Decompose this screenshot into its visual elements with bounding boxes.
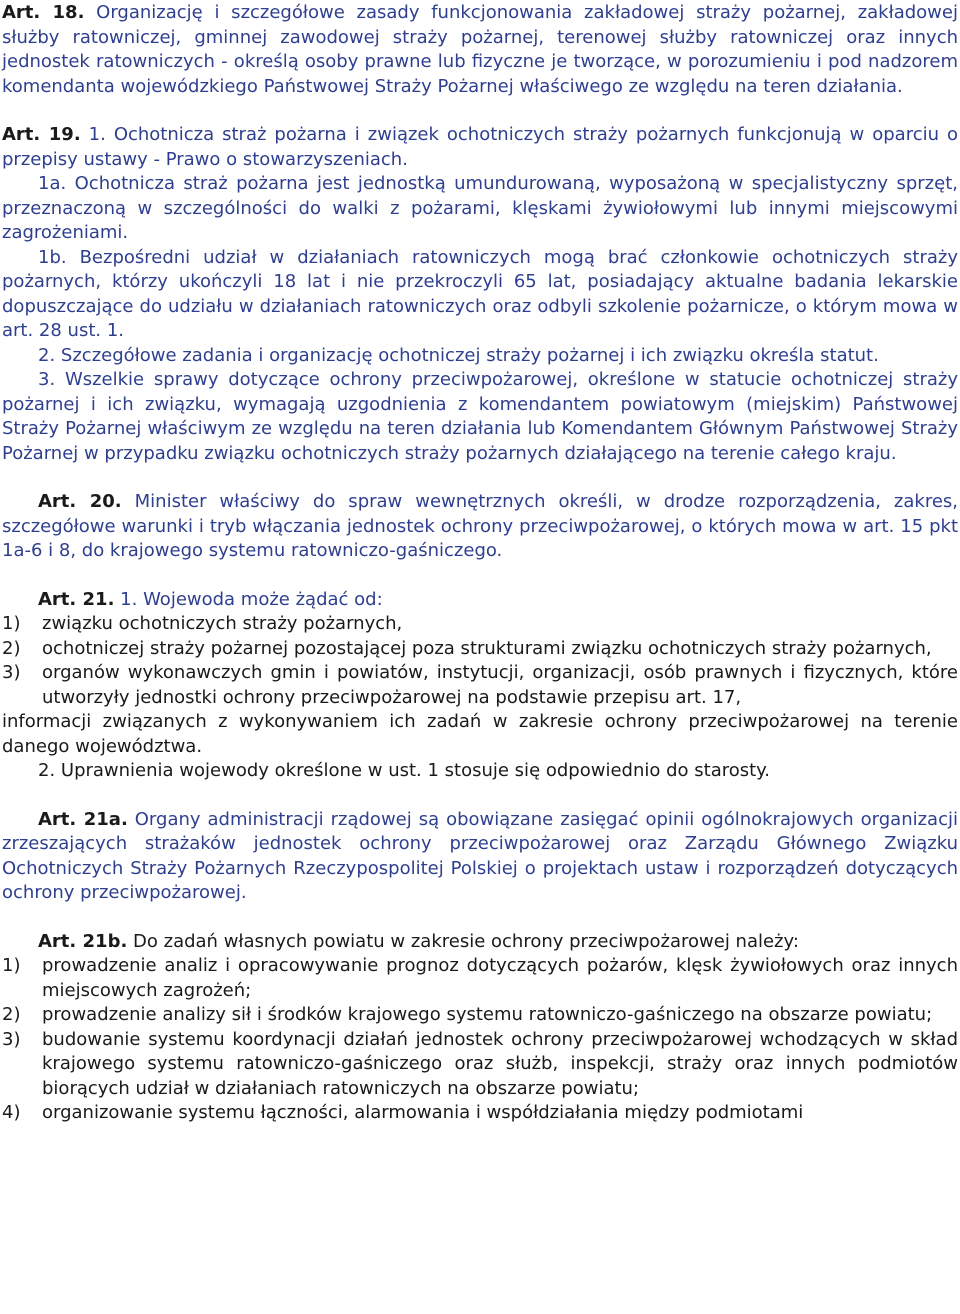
paragraph-text: Ochotnicza straż pożarna jest jednostką umundurowaną, wyposażoną w specjalistyczny sprzęt, przeznaczoną w szczególności do walki z pożarami, klęskami żywiołowymi lub innymi miejscowymi zagrożeniami. xyxy=(2,173,958,243)
paragraph-number: 3. xyxy=(38,369,56,390)
art19-paragraph-1 xyxy=(2,123,958,172)
list-item-text: związku ochotniczych straży pożarnych, xyxy=(42,613,403,634)
art19-paragraph-1a xyxy=(2,172,958,246)
art21b-paragraph xyxy=(2,930,958,955)
paragraph-text: Wojewoda może żądać od: xyxy=(143,588,383,610)
list-item-number: 2) xyxy=(2,1004,21,1025)
list-item-number: 3) xyxy=(2,662,21,683)
article-text: Organizację i szczegółowe zasady funkcjonowania zakładowej straży pożarnej, zakładowej służby ratowniczej, gminnej zawodowej straży pożarnej, terenowej służby ratowniczej oraz innych jednostek ratowniczych - określą osoby prawne lub fizyczne je tworzące, w porozumieniu i pod nadzorem komendanta wojewódzkiego Państwowej Straży Pożarnej właściwego ze względu na teren działania. xyxy=(2,2,958,97)
art21a-paragraph xyxy=(2,808,958,906)
list-item xyxy=(2,1028,958,1102)
article-text: Minister właściwy do spraw wewnętrznych określi, w drodze rozporządzenia, zakres, szczegółowe warunki i tryb włączania jednostek ochrony przeciwpożarowej, o których mowa w art. 15 pkt 1a-6 i 8, do krajowego systemu ratowniczo-gaśniczego. xyxy=(2,491,959,561)
list-item-text: budowanie systemu koordynacji działań jednostek ochrony przeciwpożarowej wchodzących w skład krajowego systemu ratowniczo-gaśniczego oraz służb, inspekcji, straży oraz innych podmiotów biorących udział w działaniach ratowniczych na obszarze powiatu; xyxy=(42,1028,958,1099)
paragraph-number: 1. xyxy=(88,124,106,145)
art18-paragraph xyxy=(2,1,958,99)
list-item xyxy=(2,1003,958,1028)
paragraph-number: 2. xyxy=(38,344,56,366)
list-item-text: prowadzenie analizy sił i środków krajowego systemu ratowniczo-gaśniczego na obszarze powiatu; xyxy=(42,1004,933,1025)
paragraph-text: Ochotnicza straż pożarna i związek ochotniczych straży pożarnych funkcjonują w oparciu o przepisy ustawy - Prawo o stowarzyszeniach. xyxy=(2,124,958,170)
list-item-number: 1) xyxy=(2,955,21,976)
art21-paragraph-2 xyxy=(2,759,958,784)
paragraph-text: 2. Uprawnienia wojewody określone w ust. 1 stosuje się odpowiednio do starosty. xyxy=(38,760,770,781)
list-item-text: ochotniczej straży pożarnej pozostającej poza strukturami związku ochotniczych straży pożarnych, xyxy=(42,637,932,659)
article-label: Art. 19. xyxy=(2,124,81,145)
list-item xyxy=(2,1101,958,1126)
paragraph-text: Wszelkie sprawy dotyczące ochrony przeciwpożarowej, określone w statucie ochotniczej straży pożarnej i ich związku, wymagają uzgodnienia z komendantem powiatowym (miejskim) Państwowej Straży Pożarnej właściwym ze względu na teren działania lub Komendantem Głównym Państwowej Straży Pożarnej w przypadku związku ochotniczych straży pożarnych działającego na terenie całego kraju. xyxy=(2,369,958,464)
article-text: Do zadań własnych powiatu w zakresie ochrony przeciwpożarowej należy: xyxy=(133,930,799,952)
article-label: Art. 18. xyxy=(2,2,85,23)
list-item-number: 2) xyxy=(2,637,21,659)
art20-paragraph xyxy=(2,490,958,564)
list-item xyxy=(2,661,958,710)
art19-paragraph-3 xyxy=(2,368,958,466)
paragraph-text: Szczegółowe zadania i organizację ochotniczej straży pożarnej i ich związku określa statut. xyxy=(60,344,879,366)
list-item-text: organów wykonawczych gmin i powiatów, instytucji, organizacji, osób prawnych i fizycznych, które utworzyły jednostki ochrony przeciwpożarowej na podstawie przepisu art. 17, xyxy=(42,662,958,708)
paragraph-number: 1. xyxy=(120,588,138,610)
paragraph-text: Bezpośredni udział w działaniach ratowniczych mogą brać członkowie ochotniczych straży pożarnych, którzy ukończyli 18 lat i nie przekroczyli 65 lat, posiadający aktualne badania lekarskie dopuszczające do udziału w działaniach ratowniczych oraz odbyli szkolenie pożarnicze, o którym mowa w art. 28 ust. 1. xyxy=(2,246,958,341)
list-item-text: prowadzenie analiz i opracowywanie prognoz dotyczących pożarów, klęsk żywiołowych oraz innych miejscowych zagrożeń; xyxy=(42,955,958,1001)
article-label: Art. 21a. xyxy=(38,808,128,830)
paragraph-number: 1b. xyxy=(38,246,67,268)
article-text: Organy administracji rządowej są obowiązane zasięgać opinii ogólnokrajowych organizacji zrzeszających strażaków jednostek ochrony przeciwpożarowej oraz Zarządu Głównego Związku Ochotniczych Straży Pożarnych Rzeczypospolitej Polskiej o projektach ustaw i rozporządzeń dotyczących ochrony przeciwpożarowej. xyxy=(2,808,958,903)
article-label: Art. 21. xyxy=(38,588,115,610)
list-item-text: organizowanie systemu łączności, alarmowania i współdziałania między podmiotami xyxy=(42,1102,804,1123)
art21-tail xyxy=(2,710,958,759)
list-item xyxy=(2,637,958,662)
art21-paragraph-1 xyxy=(2,588,958,613)
document-page xyxy=(0,1,960,1126)
list-item-number: 1) xyxy=(2,613,21,634)
list-item xyxy=(2,954,958,1003)
list-item xyxy=(2,612,958,637)
paragraph-number: 1a. xyxy=(38,173,67,194)
article-label: Art. 21b. xyxy=(38,930,128,952)
art19-paragraph-2 xyxy=(2,344,958,369)
list-item-number: 3) xyxy=(2,1028,21,1050)
list-item-number: 4) xyxy=(2,1102,21,1123)
art19-paragraph-1b xyxy=(2,246,958,344)
article-label: Art. 20. xyxy=(38,491,122,512)
paragraph-text: informacji związanych z wykonywaniem ich zadań w zakresie ochrony przeciwpożarowej na terenie danego województwa. xyxy=(2,711,958,757)
